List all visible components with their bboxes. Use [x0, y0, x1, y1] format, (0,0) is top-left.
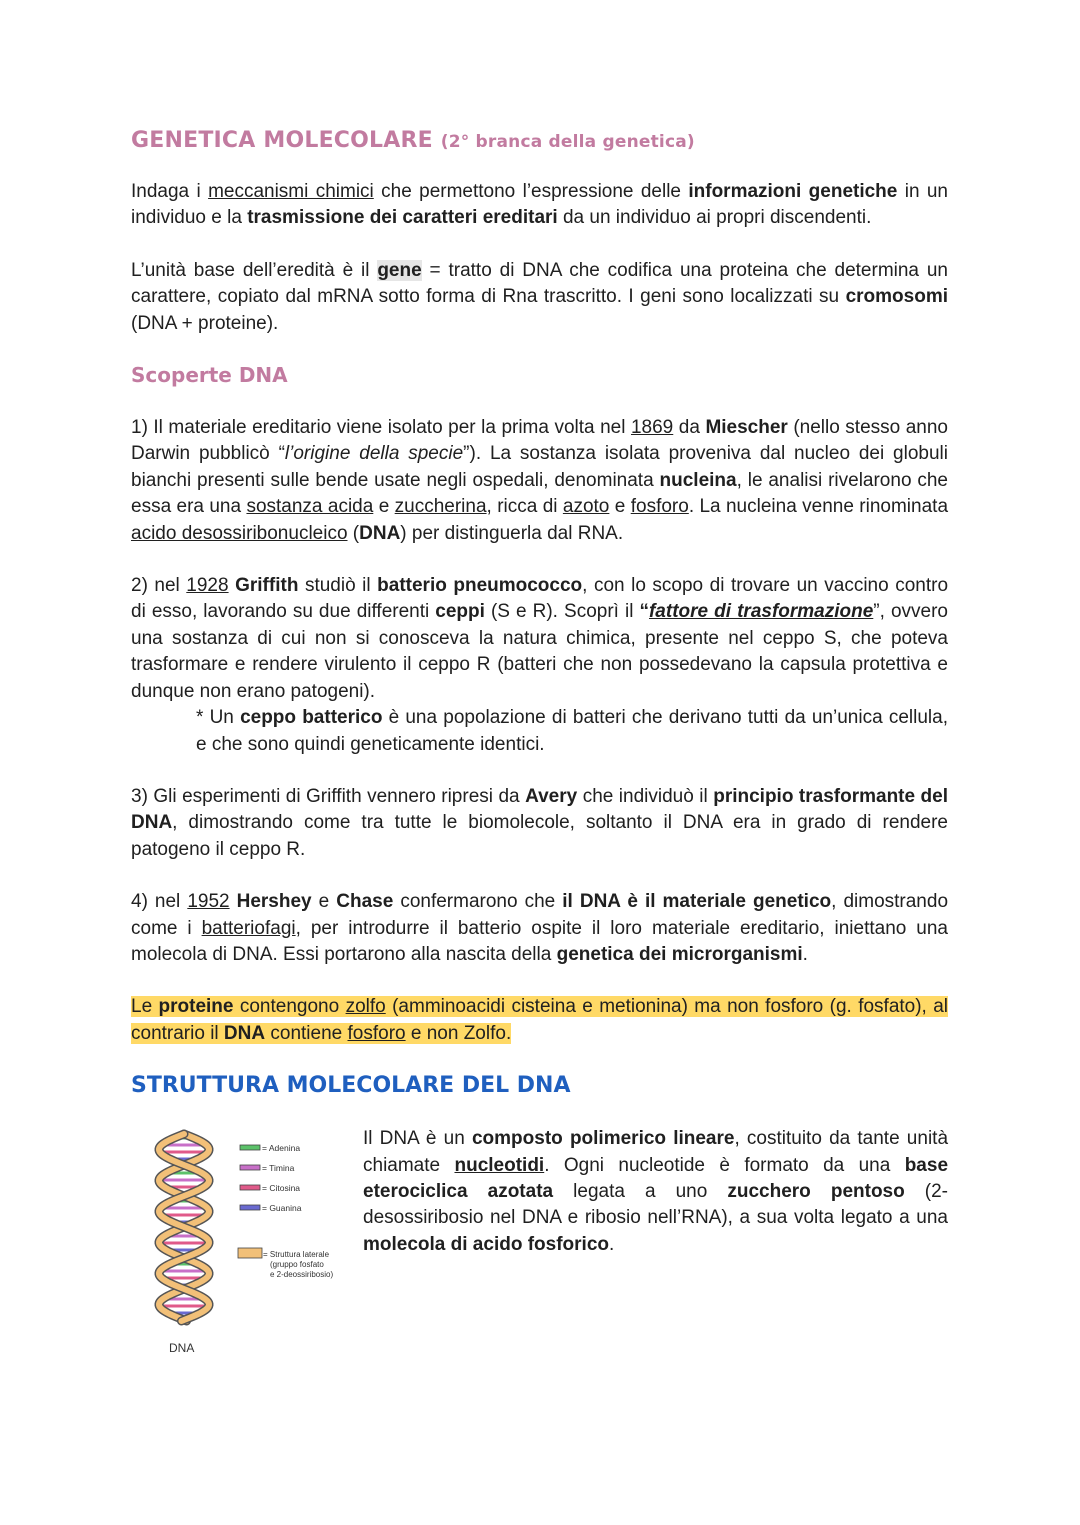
- term-meccanismi-chimici: meccanismi chimici: [208, 181, 374, 202]
- gene-paragraph: L’unità base dell’eredità è il gene = tratto di DNA che codifica una proteina che determina un carattere, copiato dal mRNA sotto forma di Rna trascritto. I geni sono localizzati su cromosomi (DNA + proteine).: [131, 259, 948, 334]
- note-ceppo-batterico: * Un ceppo batterico è una popolazione di batteri che derivano tutti da un’unica cellula, e che sono quindi geneticamente identici.: [196, 707, 948, 755]
- legend-swatch: [240, 1145, 260, 1150]
- section-heading-structure: STRUTTURA MOLECOLARE DEL DNA: [131, 1073, 571, 1099]
- discovery-avery: 3) Gli esperimenti di Griffith vennero ripresi da Avery che individuò il principio trasformante del DNA, dimostrando come tra tutte le biomolecole, soltanto il DNA era in grado di rendere patogeno il ceppo R.: [131, 785, 948, 860]
- dna-description: Il DNA è un composto polimerico lineare, costituito da tante unità chiamate nucleotidi. Ogni nucleotide è formato da una base eterociclica azotata legata a uno zucchero pentoso (2-desossiribosio nel DNA e ribosio nell’RNA), a sua volta legato a una molecola di acido fosforico.: [363, 1128, 949, 1255]
- legend-swatch: [240, 1185, 260, 1190]
- discovery-miescher: 1) Il materiale ereditario viene isolato per la prima volta nel 1869 da Miescher (nello stesso anno Darwin pubblicò “l’origine della specie”). La sostanza isolata proveniva dal nucleo dei globuli bianchi presenti sulle bende usate negli ospedali, denominata nucleina, le analisi rivelarono che essa era una sostanza acida e zuccherina, ricca di azoto e fosforo. La nucleina venne rinominata acido desossiribonucleico (DNA) per distinguerla dal RNA.: [131, 417, 949, 544]
- legend-backbone-swatch: [238, 1248, 262, 1258]
- title-main: GENETICA MOLECOLARE: [131, 128, 433, 153]
- document-title: [131, 128, 948, 153]
- legend-backbone-label: e 2-deossiribosio): [270, 1270, 334, 1280]
- term-gene: gene: [377, 259, 422, 281]
- legend-label: = Guanina: [262, 1203, 302, 1214]
- legend-swatch: [240, 1165, 260, 1170]
- term-nucleotidi: nucleotidi: [454, 1154, 545, 1176]
- legend-backbone-label: (gruppo fosfato: [270, 1260, 324, 1270]
- term-fattore-trasformazione: fattore di trasformazione: [648, 601, 874, 623]
- document-page: [131, 128, 948, 1356]
- dna-caption: DNA: [169, 1341, 195, 1356]
- legend-label: = Adenina: [262, 1143, 301, 1154]
- discovery-griffith: 2) nel 1928 Griffith studiò il batterio pneumococco, con lo scopo di trovare un vaccino contro di esso, lavorando su due differenti ceppi (S e R). Scoprì il “fattore di trasformazione”, ovvero una sostanza di cui non si conosceva la natura chimica, presente nel ceppo S, che poteva trasformare e rendere virulento il ceppo R (batteri che non possedevano la capsula protettiva e dunque non erano patogeni).: [131, 575, 949, 702]
- legend-swatch: [240, 1205, 260, 1210]
- dna-structure-section: [131, 1126, 948, 1356]
- dna-helix-diagram: [131, 1126, 346, 1356]
- legend-label: = Citosina: [262, 1183, 301, 1194]
- intro-paragraph: Indaga i meccanismi chimici che permettono l’espressione delle informazioni genetiche in un individuo e la trasmissione dei caratteri ereditari da un individuo ai propri discendenti.: [131, 181, 948, 229]
- discovery-hershey-chase: 4) nel 1952 Hershey e Chase confermarono che il DNA è il materiale genetico, dimostrando come i batteriofagi, per introdurre il batterio ospite il loro materiale ereditario, iniettano una molecola di DNA. Essi portarono alla nascita della genetica dei microrganismi.: [131, 891, 949, 965]
- legend-label: = Timina: [262, 1163, 295, 1174]
- highlighted-proteins-note: Le proteine contengono zolfo (amminoacidi cisteina e metionina) ma non fosforo (g. fosfato), al contrario il DNA contiene fosforo e non Zolfo.: [131, 996, 949, 1044]
- dna-figure: [131, 1126, 346, 1356]
- title-sub: (2° branca della genetica): [440, 132, 695, 152]
- section-heading-discoveries: Scoperte DNA: [131, 363, 288, 388]
- legend-backbone-label: = Struttura laterale: [263, 1250, 330, 1260]
